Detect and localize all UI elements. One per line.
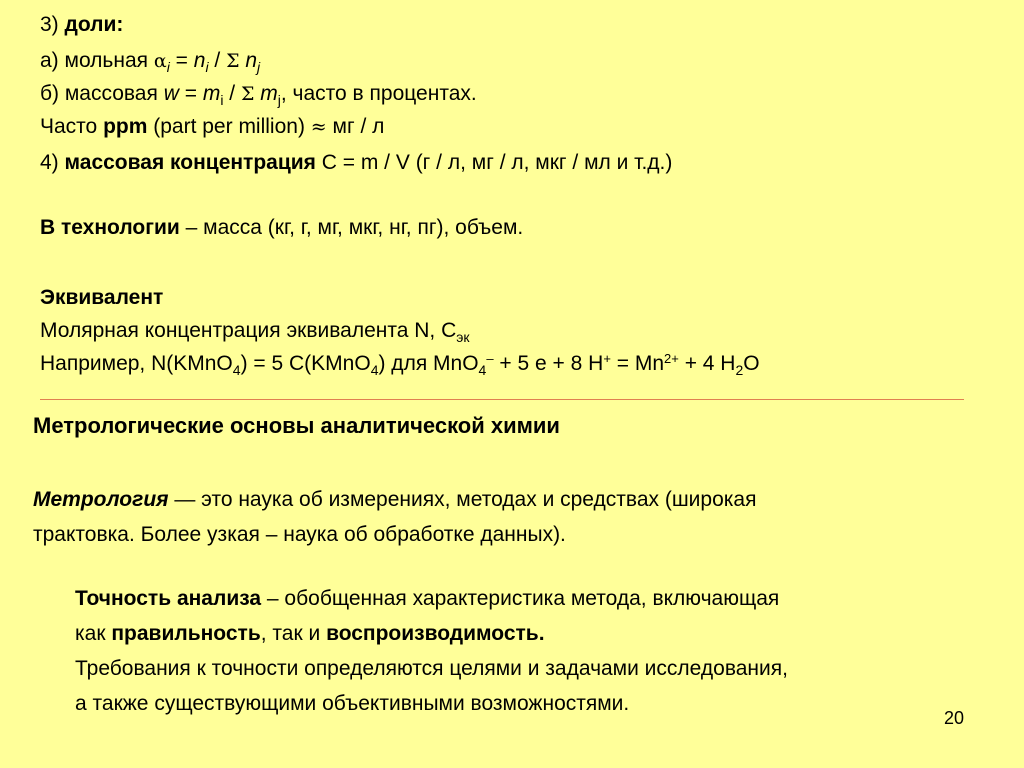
line-ppm: Часто ppm (part per million) ≈ мг / л bbox=[40, 115, 385, 138]
metrology-line-2: трактовка. Более узкая – наука об обработке данных). bbox=[33, 523, 566, 546]
line-fractions: 3) доли: bbox=[40, 13, 124, 36]
line-mass-concentration: 4) массовая концентрация С = m / V (г / л, мг / л, мкг / мл и т.д.) bbox=[40, 151, 673, 174]
metrology-paragraph bbox=[33, 482, 756, 552]
metrology-line-1: Метрология — это наука об измерениях, методах и средствах (широкая bbox=[33, 488, 757, 511]
page-number: 20 bbox=[943, 708, 964, 728]
section-heading: Метрологические основы аналитической химии bbox=[33, 413, 560, 438]
line-equivalent-concentration: Молярная концентрация эквивалента N, $С_{эк}$ bbox=[40, 319, 470, 345]
accuracy-line-3: Требования к точности определяются целями и задачами исследования, bbox=[75, 657, 788, 680]
accuracy-line-1: Точность анализа – обобщенная характеристика метода, включающая bbox=[75, 587, 780, 610]
accuracy-line-4: а также существующими объективными возможностями. bbox=[75, 692, 630, 715]
section-divider bbox=[40, 399, 964, 400]
line-molar-fraction: а) мольная $\alpha_i = n_i / \Sigma$ $n_j$ bbox=[40, 49, 261, 75]
accuracy-paragraph bbox=[75, 581, 788, 721]
line-equivalent-title: Эквивалент bbox=[40, 286, 164, 309]
line-technology: В технологии – масса (кг, г, мг, мкг, нг, пг), объем. bbox=[40, 216, 524, 239]
line-mass-fraction: б) массовая $w = m_i / \Sigma$ $m_j$, часто в процентах. bbox=[40, 82, 477, 108]
line-example-reaction: Например, N(KMnO$_4$) = 5 C(KMnO$_4$) для MnO$_4$– + 5 e + 8 $H^+ = Mn^{2+} + 4$ $H_2O$ bbox=[40, 351, 760, 378]
accuracy-line-2: как правильность, так и воспроизводимость. bbox=[75, 622, 545, 645]
